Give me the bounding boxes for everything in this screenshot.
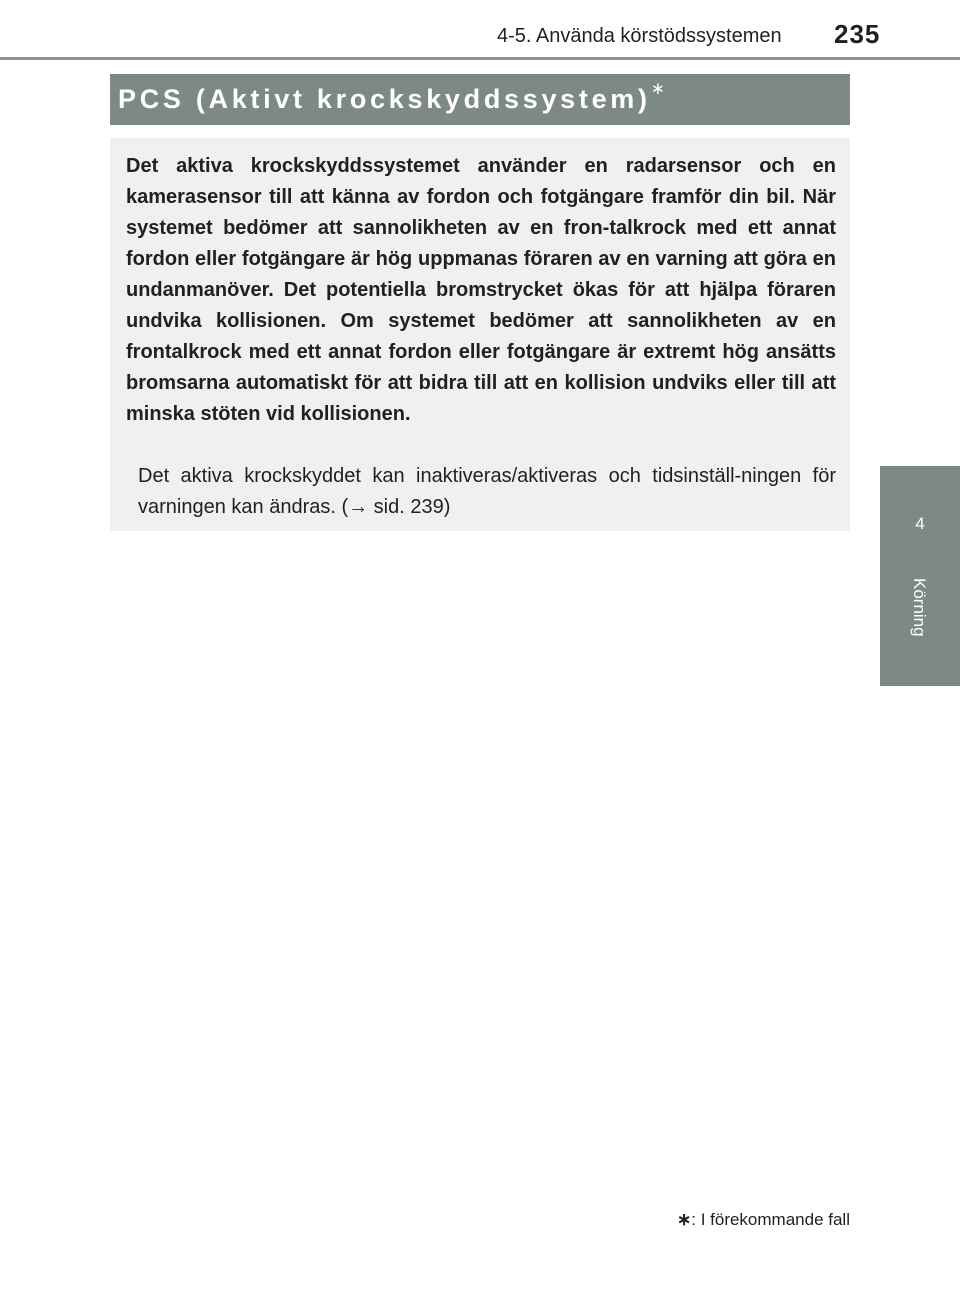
header-rule (0, 57, 960, 60)
footnote-star: ∗ (677, 1210, 692, 1229)
footnote-marker: ∗ (650, 79, 665, 98)
section-title-bar (110, 74, 850, 125)
chapter-side-tab (880, 466, 960, 686)
chapter-label: Körning (910, 578, 929, 637)
intro-paragraph: Det aktiva krockskyddssystemet använder en radarsensor och en kamerasensor till att känna av fordon och fotgängare framför din bil. När systemet bedömer att sannolikheten av en fron-talkrock med ett annat fordon eller fotgängare är hög uppmanas föraren av en varning att göra en undanmanöver. Det potentiella bromstrycket ökas för att hjälpa föraren undvika kollisionen. Om systemet bedömer att sannolikheten av en frontalkrock med ett annat fordon eller fotgängare är extremt hög ansätts bromsarna automatiskt för att bidra till att en kollision undviks eller till att minska stöten vid kollisionen. (126, 155, 836, 425)
intro-note: Det aktiva krockskyddet kan inaktiveras/aktiveras och tidsinställ-ningen för varningen kan ändras. (→ sid. 239) (138, 465, 836, 518)
running-head: 4-5. Använda körstödssystemen (497, 25, 782, 47)
section-title-text: PCS (Aktivt krockskyddssystem) (118, 84, 651, 114)
footnote (660, 1210, 850, 1230)
section-title (118, 79, 665, 115)
footnote-text: : I förekommande fall (691, 1210, 850, 1229)
intro-box (110, 138, 850, 531)
chapter-number: 4 (915, 514, 925, 533)
page-number: 235 (834, 19, 881, 49)
